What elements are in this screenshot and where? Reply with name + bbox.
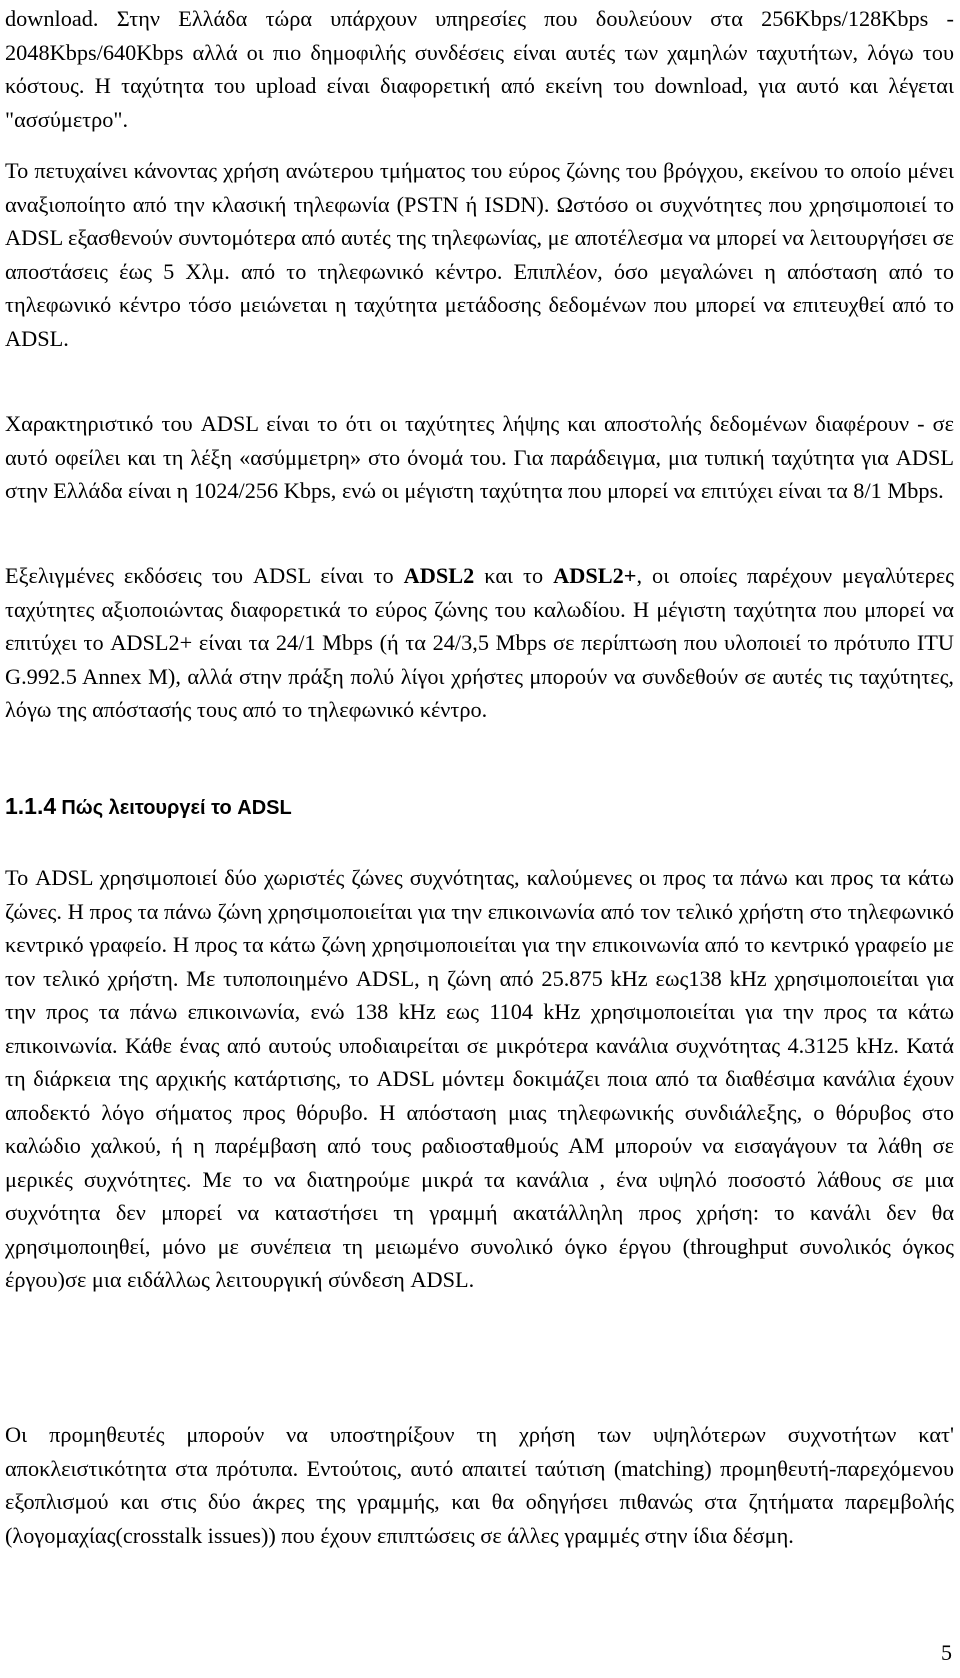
paragraph-text: και το (474, 563, 554, 588)
paragraph-text: , οι οποίες παρέχουν μεγαλύτερες ταχύτητες αξιοποιώντας διαφορετικά το εύρος ζώνης του καλωδίου. Η μέγιστη ταχύτητα που μπορεί να επιτύχει το ADSL2+ είναι τα 24/1 Mbps (ή τα 24/3,5 Mbps σε περίπτωση που υλοποιεί το πρότυπο ITU G.992.5 Annex M), αλλά στην πράξη πολύ λίγοι χρήστες μπορούν να συνδεθούν σε αυτές τις ταχύτητες, λόγω της απόστασής τους από το τηλεφωνικό κέντρο. (5, 563, 955, 722)
paragraph-vendor-frequencies: Οι προμηθευτές μπορούν να υποστηρίξουν τη χρήση των υψηλότερων συχνοτήτων κατ' αποκλειστικότητα στα πρότυπα. Εντούτοις, αυτό απαιτεί ταύτιση (matching) προμηθευτή-παρεχόμενου εξοπλισμού και στις δύο άκρες της γραμμής, και θα οδηγήσει πιθανώς στα ζητήματα παρεμβολής (λογομαχίας(crosstalk issues)) που έχουν επιπτώσεις σε άλλες γραμμές στην ίδια δέσμη. (5, 1422, 954, 1548)
section-number: 1.1.4 (5, 793, 57, 819)
section-title: Πώς λειτουργεί το ADSL (61, 797, 292, 819)
paragraph-adsl2-versions (5, 559, 954, 727)
adsl2-term: ADSL2 (403, 563, 475, 588)
paragraph-text: Εξελιγμένες εκδόσεις του ADSL είναι το (5, 563, 404, 588)
paragraph-bandwidth-usage: Το πετυχαίνει κάνοντας χρήση ανώτερου τμήματος του εύρος ζώνης του βρόγχου, εκείνου το οποίο μένει αναξιοποίητο από την κλασική τηλεφωνία (PSTN ή ISDN). Ωστόσο οι συχνότητες που χρησιμοποιεί το ADSL εξασθενούν συντομότερα από αυτές της τηλεφωνίας, με αποτέλεσμα να μπορεί να λειτουργήσει σε αποστάσεις έως 5 Χλμ. από το τηλεφωνικό κέντρο. Επιπλέον, όσο μεγαλώνει η απόσταση από το τηλεφωνικό κέντρο τόσο μειώνεται η ταχύτητα μετάδοσης δεδομένων που μπορεί να επιτευχθεί από το ADSL. (5, 158, 954, 351)
paragraph-download-speeds: download. Στην Ελλάδα τώρα υπάρχουν υπηρεσίες που δουλεύουν στα 256Kbps/128Kbps - 2048Kbps/640Kbps αλλά οι πιο δημοφιλής συνδέσεις είναι αυτές των χαμηλών ταχυτήτων, λόγω του κόστους. Η ταχύτητα του upload είναι διαφορετική από εκείνη του download, για αυτό και λέγεται "ασσύμετρο". (5, 6, 954, 132)
paragraph-asymmetric-speeds: Χαρακτηριστικό του ADSL είναι το ότι οι ταχύτητες λήψης και αποστολής δεδομένων διαφέρουν - σε αυτό οφείλει και τη λέξη «ασύμμετρη» στο όνομά του. Για παράδειγμα, μια τυπική ταχύτητα για ADSL στην Ελλάδα είναι η 1024/256 Kbps, ενώ οι μέγιστη ταχύτητα που μπορεί να επιτύχει είναι τα 8/1 Mbps. (5, 411, 954, 503)
adsl2plus-term: ADSL2+ (553, 563, 637, 588)
section-heading (5, 789, 954, 825)
paragraph-frequency-bands: Το ADSL χρησιμοποιεί δύο χωριστές ζώνες συχνότητας, καλούμενες οι προς τα πάνω και προς τα κάτω ζώνες. Η προς τα πάνω ζώνη χρησιμοποιείται για την επικοινωνία από τον τελικό χρήστη στο τηλεφωνικό κεντρικό γραφείο. Η προς τα κάτω ζώνη χρησιμοποιείται για την επικοινωνία από το κεντρικό γραφείο με τον τελικό χρήστη. Με τυποποιημένο ADSL, η ζώνη από 25.875 kHz εως138 kHz χρησιμοποιείται για την προς τα πάνω επικοινωνία, ενώ 138 kHz εως 1104 kHz χρησιμοποιείται για την προς τα κάτω επικοινωνία. Κάθε ένας από αυτούς υποδιαιρείται σε μικρότερα κανάλια συχνότητας 4.3125 kHz. Κατά τη διάρκεια της αρχικής κατάρτισης, το ADSL μόντεμ δοκιμάζει ποια από τα διαθέσιμα κανάλια έχουν αποδεκτό λόγο σήματος προς θόρυβο. Η απόσταση μιας τηλεφωνικής συνδιάλεξης, ο θόρυβος στο καλώδιο χαλκού, ή η παρέμβαση από τους ραδιοσταθμούς AM μπορούν να εισαγάγουν τα λάθη σε μερικές συχνότητες. Με το να διατηρούμε μικρά τα κανάλια , ένα υψηλό ποσοστό λάθους σε μια συχνότητα δεν μπορεί να καταστήσει τη γραμμή ακατάλληλη προς χρήση: το κανάλι δεν θα χρησιμοποιηθεί, μόνο με συνέπεια τη μειωμένο συνολικό όγκο έργου (throughput συνολικός όγκος έργου)σε μια ειδάλλως λειτουργική σύνδεση ADSL. (5, 865, 954, 1292)
page-number: 5 (941, 1640, 952, 1665)
